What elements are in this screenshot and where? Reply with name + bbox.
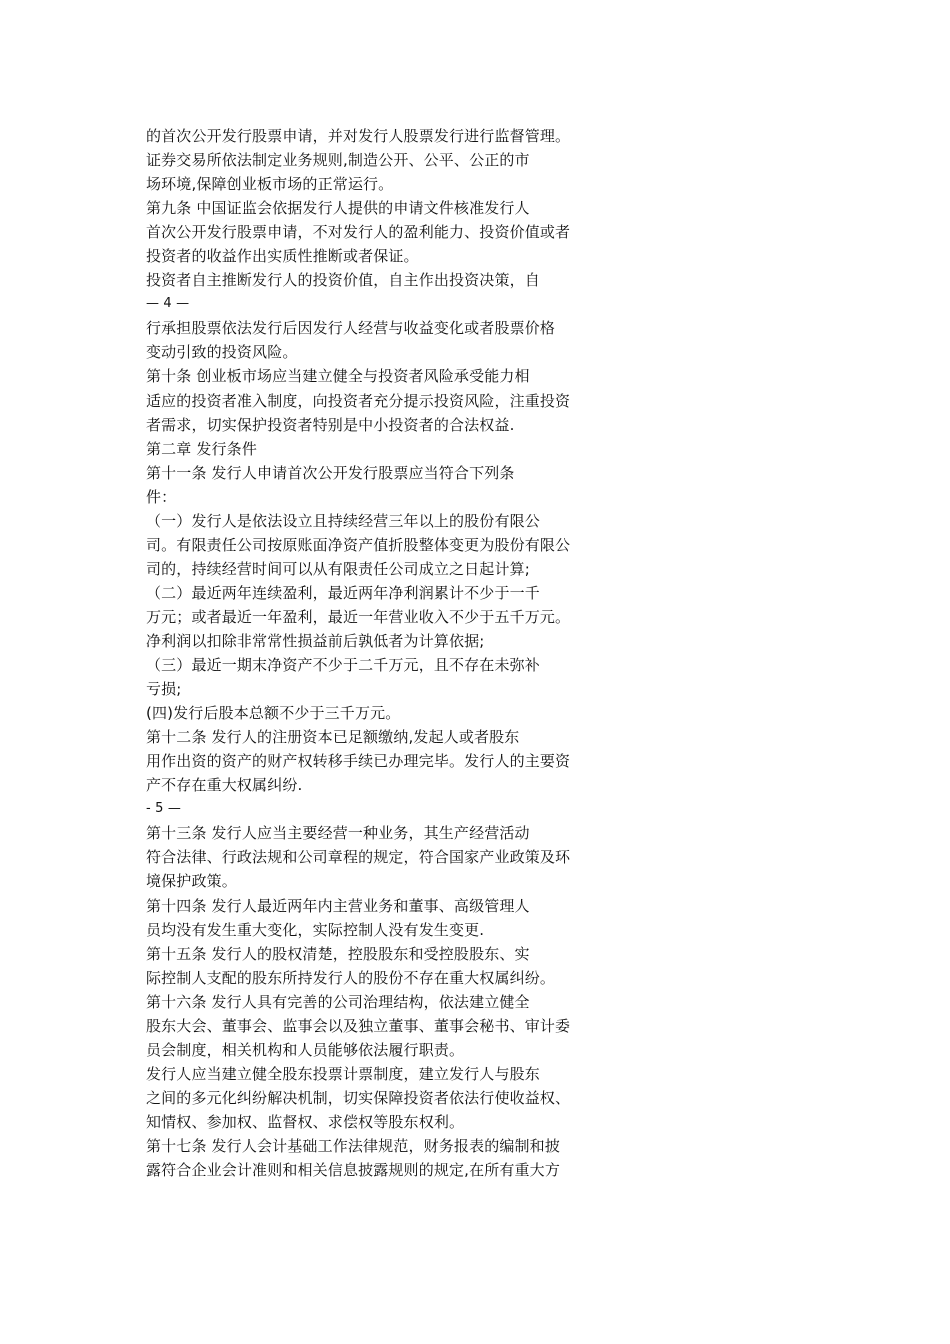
text-line: 件：	[146, 487, 177, 506]
text-line: 境保护政策。	[146, 872, 237, 891]
text-line: 之间的多元化纠纷解决机制，切实保障投资者依法行使收益权、	[146, 1088, 571, 1107]
article-9-line: 第九条 中国证监会依据发行人提供的申请文件核准发行人	[146, 199, 530, 218]
text-line: 万元；或者最近一年盈利，最近一年营业收入不少于五千万元。	[146, 607, 571, 626]
clause-2-line: （二）最近两年连续盈利，最近两年净利润累计不少于一千	[146, 583, 540, 602]
text-line: 首次公开发行股票申请，不对发行人的盈利能力、投资价值或者	[146, 223, 571, 242]
article-14-line: 第十四条 发行人最近两年内主营业务和董事、高级管理人	[146, 896, 530, 915]
article-15-line: 第十五条 发行人的股权清楚，控股股东和受控股股东、实	[146, 944, 530, 963]
text-line: 者需求，切实保护投资者特别是中小投资者的合法权益.	[146, 415, 515, 434]
text-line: 适应的投资者准入制度，向投资者充分提示投资风险，注重投资	[146, 391, 571, 410]
chapter-heading: 第二章 发行条件	[146, 439, 257, 458]
article-17-line: 第十七条 发行人会计基础工作法律规范，财务报表的编制和披	[146, 1136, 560, 1155]
text-line: 变动引致的投资风险。	[146, 343, 298, 362]
text-line: 股东大会、董事会、监事会以及独立董事、董事会秘书、审计委	[146, 1016, 571, 1035]
article-12-line: 第十二条 发行人的注册资本已足额缴纳,发起人或者股东	[146, 728, 520, 747]
text-line: 证券交易所依法制定业务规则,制造公开、公平、公正的市	[146, 151, 530, 170]
text-line: 员均没有发生重大变化，实际控制人没有发生变更.	[146, 920, 485, 939]
text-line: 场环境,保障创业板市场的正常运行。	[146, 175, 394, 194]
clause-3-line: （三）最近一期末净资产不少于二千万元，且不存在未弥补	[146, 656, 540, 675]
text-line: 知情权、参加权、监督权、求偿权等股东权利。	[146, 1112, 465, 1131]
text-line: 员会制度，相关机构和人员能够依法履行职责。	[146, 1040, 465, 1059]
text-line: 投资者的收益作出实质性推断或者保证。	[146, 247, 419, 266]
article-11-line: 第十一条 发行人申请首次公开发行股票应当符合下列条	[146, 463, 515, 482]
article-13-line: 第十三条 发行人应当主要经营一种业务，其生产经营活动	[146, 824, 530, 843]
text-line: 产不存在重大权属纠纷.	[146, 776, 303, 795]
text-line: 的首次公开发行股票申请，并对发行人股票发行进行监督管理。	[146, 127, 571, 145]
clause-1-line: （一）发行人是依法设立且持续经营三年以上的股份有限公	[146, 511, 540, 530]
clause-4-line: (四)发行后股本总额不少于三千万元。	[146, 704, 401, 723]
text-line: 发行人应当建立健全股东投票计票制度，建立发行人与股东	[146, 1064, 540, 1083]
text-line: 净利润以扣除非常常性损益前后孰低者为计算依据;	[146, 631, 485, 650]
page-number: - 5 —	[146, 801, 181, 817]
text-line: 符合法律、行政法规和公司章程的规定，符合国家产业政策及环	[146, 848, 571, 867]
text-line: 际控制人支配的股东所持发行人的股份不存在重大权属纠纷。	[146, 968, 556, 987]
text-line: 司的，持续经营时间可以从有限责任公司成立之日起计算;	[146, 559, 530, 578]
text-line: 露符合企业会计准则和相关信息披露规则的规定,在所有重大方	[146, 1161, 560, 1180]
text-line: 行承担股票依法发行后因发行人经营与收益变化或者股票价格	[146, 319, 556, 338]
text-line: 用作出资的资产的财产权转移手续已办理完毕。发行人的主要资	[146, 752, 571, 771]
document-page	[146, 124, 626, 1182]
text-line: 司。有限责任公司按原账面净资产值折股整体变更为股份有限公	[146, 535, 571, 554]
page-number: — 4 —	[146, 296, 190, 312]
text-line: 亏损;	[146, 680, 182, 699]
text-line: 投资者自主推断发行人的投资价值，自主作出投资决策，自	[146, 271, 540, 290]
article-10-line: 第十条 创业板市场应当建立健全与投资者风险承受能力相	[146, 367, 530, 386]
article-16-line: 第十六条 发行人具有完善的公司治理结构，依法建立健全	[146, 992, 530, 1011]
